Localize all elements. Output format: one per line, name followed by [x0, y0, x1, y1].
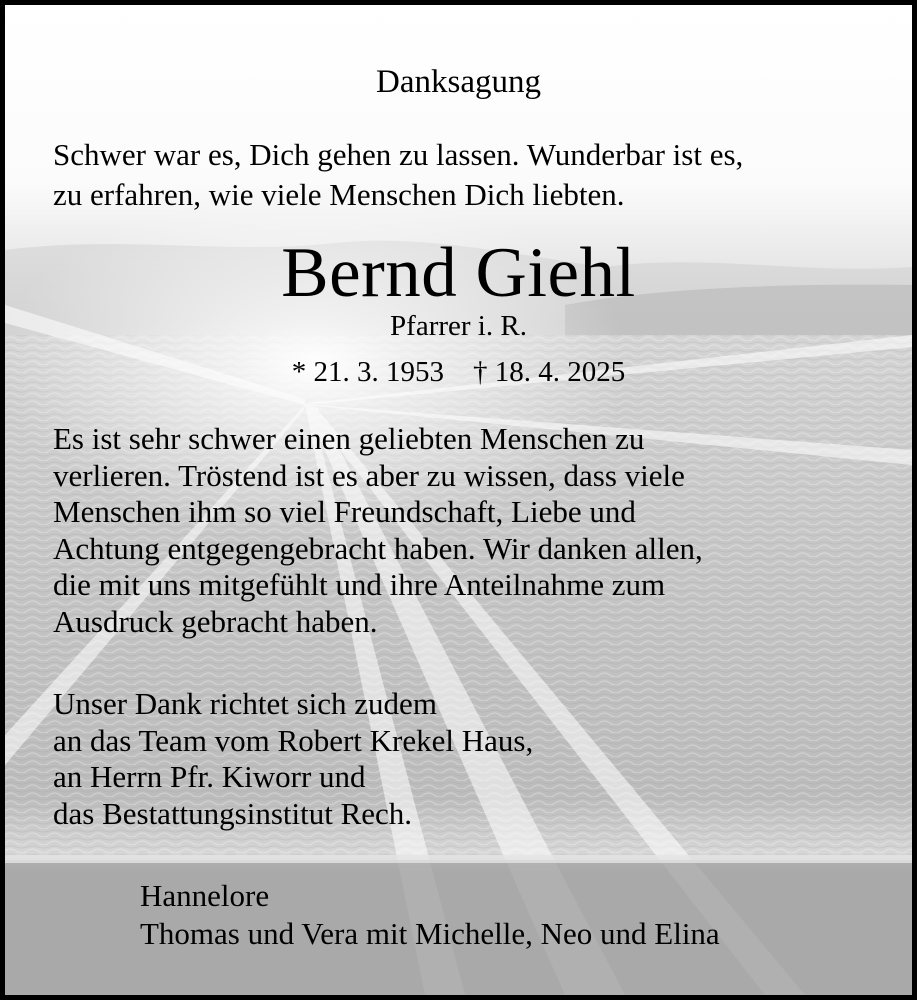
- special-thanks-paragraph: [53, 686, 893, 832]
- deceased-name: Bernd Giehl: [281, 234, 636, 312]
- deceased-role: Pfarrer i. R.: [390, 310, 527, 342]
- paragraph-line: Unser Dank richtet sich zudem: [53, 686, 437, 721]
- paragraph-line: das Bestattungsinstitut Rech.: [53, 795, 413, 831]
- paragraph-line: Es ist sehr schwer einen geliebten Menschen zu: [53, 421, 645, 456]
- paragraph-line: die mit uns mitgefühlt und ihre Anteilnahme zum: [53, 567, 666, 603]
- paragraph-line: verlieren. Tröstend ist es aber zu wissen, dass viele: [53, 457, 685, 493]
- paragraph-line: Ausdruck gebracht haben.: [53, 603, 378, 639]
- life-dates: * 21. 3. 1953 † 18. 4. 2025: [291, 356, 626, 388]
- signers: [140, 877, 880, 953]
- intro-line: Schwer war es, Dich gehen zu lassen. Wunderbar ist es,: [53, 137, 744, 172]
- paragraph-line: an das Team vom Robert Krekel Haus,: [53, 722, 534, 758]
- paragraph-line: an Herrn Pfr. Kiworr und: [53, 759, 366, 795]
- intro-line: zu erfahren, wie viele Menschen Dich liebten.: [53, 177, 625, 212]
- paragraph-line: Achtung entgegengebracht haben. Wir danken allen,: [53, 530, 703, 566]
- signer-line: Hannelore: [140, 878, 270, 913]
- notice-title: Danksagung: [376, 64, 541, 100]
- paragraph-line: Menschen ihm so viel Freundschaft, Liebe und: [53, 494, 636, 530]
- intro-text: [53, 135, 883, 215]
- signer-line: Thomas und Vera mit Michelle, Neo und Elina: [140, 916, 720, 951]
- notice-text: [5, 5, 912, 995]
- thanks-paragraph: [53, 421, 893, 641]
